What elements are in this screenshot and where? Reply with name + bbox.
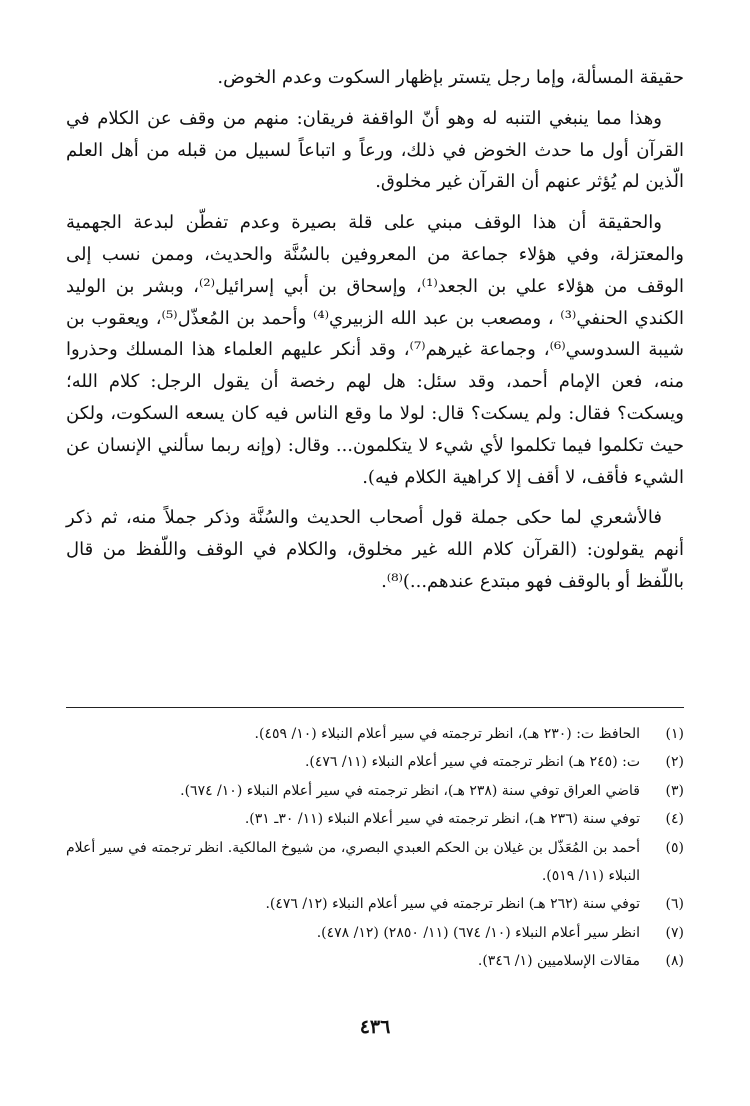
footnote-divider [66, 707, 684, 708]
footnote-number: (٥) [665, 839, 684, 856]
footnote-item [66, 748, 684, 776]
paragraph-waqifa-groups: وهذا مما ينبغي التنبه له وهو أنّ الواقفة فريقان: منهم من وقف عن الكلام في القرآن أول ما حدث الخوض في ذلك، ورعاً و اتباعاً لسبيل من قبله من أهل العلم الّذين لم يُؤثر عنهم أن القرآن غير مخلوق. [66, 107, 684, 193]
footnote-number: (١) [665, 726, 684, 742]
main-text [66, 62, 684, 607]
paragraph-ashari: فالأشعري لما حكى جملة قول أصحاب الحديث والسُنَّة وذكر جملاً منه، ثم ذكر أنهم يقولون: (القرآن كلام الله غير مخلوق، والكلام في الوقف واللّفظ من قال باللّفظ أو بالوقف فهو مبتدع عندهم...)⁽⁸⁾. [66, 507, 684, 592]
footnote-text: الحافظ ت: (٢٣٠ هـ)، انظر ترجمته في سير أعلام النبلاء (١٠/ ٤٥٩). [254, 726, 640, 742]
paragraph-continuation: حقيقة المسألة، وإما رجل يتستر بإظهار السكوت وعدم الخوض. [217, 67, 684, 88]
footnote-number: (٣) [665, 782, 684, 799]
footnote-number: (٧) [665, 924, 684, 941]
footnote-item [66, 777, 684, 805]
footnote-number: (٢) [665, 754, 684, 771]
footnote-text: توفي سنة (٢٣٦ هـ)، انظر ترجمته في سير أعلام النبلاء (١١/ ٣٠ـ ٣١). [244, 811, 640, 828]
footnote-item [66, 919, 684, 947]
footnote-item [66, 890, 684, 918]
footnote-text: انظر سير أعلام النبلاء (١٠/ ٦٧٤) (١١/ ٢٨٥٠) (١٢/ ٤٧٨). [316, 924, 640, 941]
footnote-item [66, 720, 684, 748]
footnote-item [66, 947, 684, 975]
footnotes [66, 720, 684, 976]
footnote-text: أحمد بن المُعَذّل بن غيلان بن الحكم العبدي البصري، من شيوخ المالكية. انظر ترجمته في سير أعلام النبلاء (١١/ ٥١٩). [66, 839, 640, 885]
footnote-number: (٤) [665, 811, 684, 828]
footnote-number: (٨) [665, 953, 684, 970]
footnote-item [66, 834, 684, 891]
footnote-text: قاضي العراق توفي سنة (٢٣٨ هـ)، انظر ترجمته في سير أعلام النبلاء (١٠/ ٦٧٤). [180, 782, 640, 799]
page-number: ٤٣٦ [359, 1016, 391, 1038]
footnote-text: ت: (٢٤٥ هـ) انظر ترجمته في سير أعلام النبلاء (١١/ ٤٧٦). [304, 754, 640, 771]
footnote-text: مقالات الإسلاميين (١/ ٣٤٦). [477, 953, 640, 970]
paragraph-waqf-reality: والحقيقة أن هذا الوقف مبني على قلة بصيرة وعدم تفطّن لبدعة الجهمية والمعتزلة، وفي هؤلاء جماعة من المعروفين بالسُنَّة والحديث، وممن نسب إلى الوقف من هؤلاء علي بن الجعد⁽¹⁾، وإسحاق بن أبي إسرائيل⁽²⁾، وبشر بن الوليد الكندي الحنفي⁽³⁾ ، ومصعب بن عبد الله الزبيري⁽⁴⁾ وأحمد بن المُعذّل⁽⁵⁾، ويعقوب بن شيبة السدوسي⁽⁶⁾، وجماعة غيرهم⁽⁷⁾، وقد أنكر عليهم العلماء هذا المسلك وحذروا منه، فعن الإمام أحمد، وقد سئل: هل لهم رخصة أن يقول الرجل: كلام الله؛ ويسكت؟ فقال: ولم يسكت؟ قال: لولا ما وقع الناس فيه كان يسعه السكوت، ولكن حيث تكلموا فيما تكلموا لأي شيء لا يتكلمون... وقال: (وإنه ربما سألني الإنسان عن الشيء فأقف، لا أقف إلا كراهية الكلام فيه). [66, 212, 684, 488]
footnote-text: توفي سنة (٢٦٢ هـ) انظر ترجمته في سير أعلام النبلاء (١٢/ ٤٧٦). [265, 896, 640, 913]
footnote-item [66, 805, 684, 833]
footnote-number: (٦) [665, 896, 684, 913]
